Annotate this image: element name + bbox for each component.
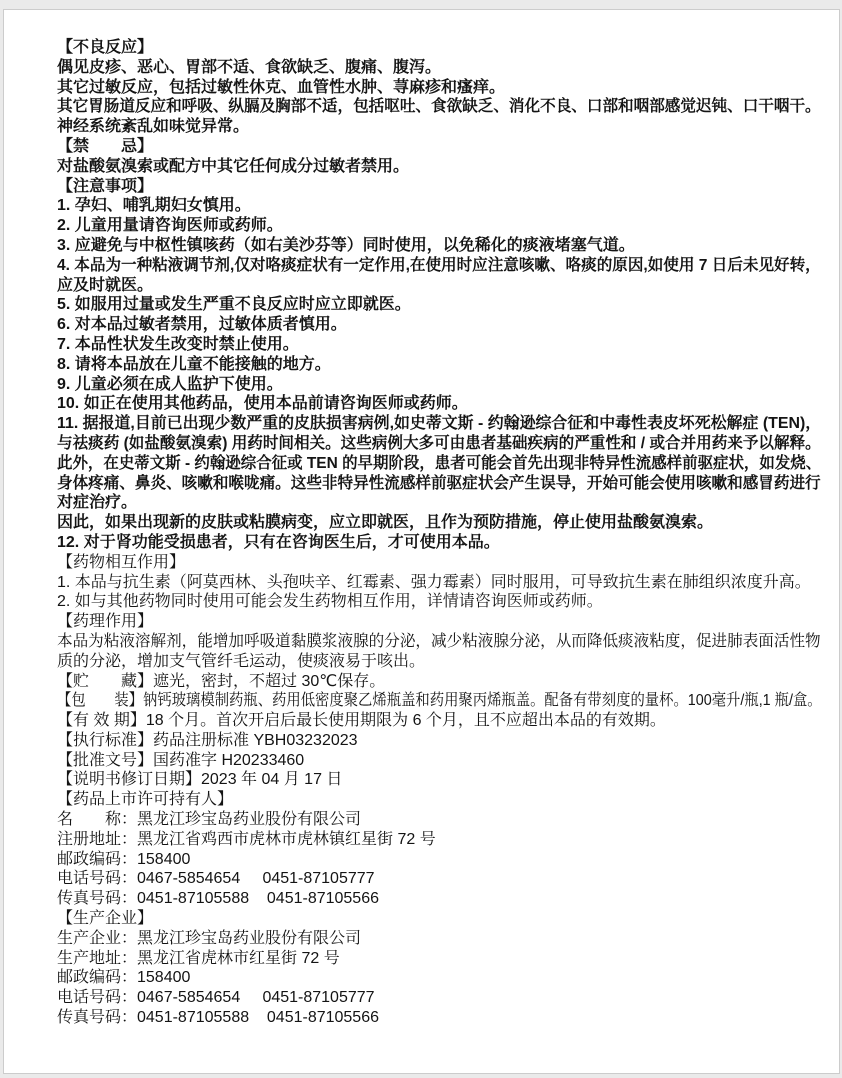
text-line: 【注意事项】 xyxy=(57,177,154,195)
section-approval-number xyxy=(57,751,819,771)
text-line: 【执行标准】药品注册标准 YBH03232023 xyxy=(57,731,358,749)
text-line: 邮政编码：158400 xyxy=(57,850,191,868)
text-line: 8. 请将本品放在儿童不能接触的地方。 xyxy=(57,355,331,373)
text-line: 【贮 藏】遮光，密封，不超过 30℃保存。 xyxy=(57,672,386,690)
text-line: 1. 本品与抗生素（阿莫西林、头孢呋辛、红霉素、强力霉素）同时服用，可导致抗生素在肺组织浓度升高。 xyxy=(57,573,811,591)
section-revision-date xyxy=(57,770,819,790)
text-line: 3. 应避免与中枢性镇咳药（如右美沙芬等）同时使用，以免稀化的痰液堵塞气道。 xyxy=(57,236,635,254)
text-line: 【药品上市许可持有人】 xyxy=(57,791,234,809)
section-pharmacology xyxy=(57,612,819,671)
text-line: 生产地址：黑龙江省虎林市红星街 72 号 xyxy=(57,949,340,967)
text-line: 质的分泌，增加支气管纤毛运动，使痰液易于咳出。 xyxy=(57,652,426,670)
text-line: 电话号码：0467-5854654 0451-87105777 xyxy=(57,870,375,888)
text-line: 【不良反应】 xyxy=(57,39,154,56)
text-line: 传真号码：0451-87105588 0451-87105566 xyxy=(57,890,380,908)
section-manufacturer xyxy=(57,909,819,1028)
text-line: 神经系统紊乱如味觉异常。 xyxy=(57,118,250,136)
section-storage xyxy=(57,672,819,692)
text-line: 4. 本品为一种粘液调节剂,仅对咯痰症状有一定作用,在使用时应注意咳嗽、咯痰的原因,如使用 7 日后未见好转， xyxy=(57,256,821,274)
text-line: 因此，如果出现新的皮肤或粘膜病变，应立即就医，且作为预防措施，停止使用盐酸氨溴索。 xyxy=(57,514,714,532)
text-line: 7. 本品性状发生改变时禁止使用。 xyxy=(57,335,299,353)
text-line: 【批准文号】国药准字 H20233460 xyxy=(57,751,305,769)
section-contraindications xyxy=(57,137,819,177)
section-packaging xyxy=(57,691,822,711)
section-adverse-reactions xyxy=(57,38,819,137)
text-line: 【生产企业】 xyxy=(57,910,154,928)
text-line: 偶见皮疹、恶心、胃部不适、食欲缺乏、腹痛、腹泻。 xyxy=(57,58,442,76)
text-line: 应及时就医。 xyxy=(57,276,154,294)
section-precautions xyxy=(57,177,822,553)
text-line: 邮政编码：158400 xyxy=(57,969,191,987)
text-line: 其它过敏反应，包括过敏性休克、血管性水肿、荨麻疹和瘙痒。 xyxy=(57,78,506,96)
section-marketing-authorization-holder xyxy=(57,790,819,909)
text-line: 【说明书修订日期】2023 年 04 月 17 日 xyxy=(57,771,343,789)
leaflet-page xyxy=(3,9,840,1074)
text-line: 2. 儿童用量请咨询医师或药师。 xyxy=(57,217,283,235)
text-line: 身体疼痛、鼻炎、咳嗽和喉咙痛。这些非特异性流感样前驱症状会产生误导，开始可能会使用咳嗽和感冒药进行 xyxy=(57,474,821,492)
text-line: 本品为粘液溶解剂，能增加呼吸道黏膜浆液腺的分泌，减少粘液腺分泌，从而降低痰液粘度，促进肺表面活性物 xyxy=(57,632,821,650)
text-line: 2. 如与其他药物同时使用可能会发生药物相互作用，详情请咨询医师或药师。 xyxy=(57,593,603,611)
text-line: 与祛痰药 (如盐酸氨溴索) 用药时间相关。这些病例大多可由患者基础疾病的严重性和 / 或合并用药来予以解释。 xyxy=(57,434,821,452)
text-line: 名 称：黑龙江珍宝岛药业股份有限公司 xyxy=(57,811,362,829)
text-line: 9. 儿童必须在成人监护下使用。 xyxy=(57,375,283,393)
text-line: 【药理作用】 xyxy=(57,613,154,631)
section-shelf-life xyxy=(57,711,819,731)
text-line: 注册地址：黑龙江省鸡西市虎林市虎林镇红星街 72 号 xyxy=(57,830,436,848)
text-line: 6. 对本品过敏者禁用，过敏体质者慎用。 xyxy=(57,316,347,334)
text-line: 生产企业：黑龙江珍宝岛药业股份有限公司 xyxy=(57,929,362,947)
section-execution-standard xyxy=(57,731,819,751)
text-line: 其它胃肠道反应和呼吸、纵膈及胸部不适，包括呕吐、食欲缺乏、消化不良、口部和咽部感觉迟钝、口干咽干。 xyxy=(57,98,821,116)
section-drug-interactions xyxy=(57,553,819,612)
text-line: 此外，在史蒂文斯 - 约翰逊综合征或 TEN 的早期阶段，患者可能会首先出现非特异性流感样前驱症状，如发烧、 xyxy=(57,454,822,472)
text-line: 传真号码：0451-87105588 0451-87105566 xyxy=(57,1009,380,1027)
leaflet-content xyxy=(4,10,839,1028)
text-line: 电话号码：0467-5854654 0451-87105777 xyxy=(57,989,375,1007)
text-line: 【有 效 期】18 个月。首次开启后最长使用期限为 6 个月，且不应超出本品的有效期。 xyxy=(57,712,666,730)
text-line: 12. 对于肾功能受损患者，只有在咨询医生后，才可使用本品。 xyxy=(57,533,500,551)
text-line: 对症治疗。 xyxy=(57,494,138,512)
text-line: 10. 如正在使用其他药品，使用本品前请咨询医师或药师。 xyxy=(57,395,468,413)
text-line: 【包 装】钠钙玻璃模制药瓶、药用低密度聚乙烯瓶盖和药用聚丙烯瓶盖。配备有带刻度的量杯。100毫升/瓶,1 瓶/盒。 xyxy=(57,692,822,710)
text-line: 对盐酸氨溴索或配方中其它任何成分过敏者禁用。 xyxy=(57,157,410,175)
text-line: 【药物相互作用】 xyxy=(57,553,186,571)
text-line: 11. 据报道,目前已出现少数严重的皮肤损害病例,如史蒂文斯 - 约翰逊综合征和中毒性表皮坏死松解症 (TEN)， xyxy=(57,415,822,433)
text-line: 1. 孕妇、哺乳期妇女慎用。 xyxy=(57,197,251,215)
text-line: 【禁 忌】 xyxy=(57,137,154,155)
text-line: 5. 如服用过量或发生严重不良反应时应立即就医。 xyxy=(57,296,411,314)
